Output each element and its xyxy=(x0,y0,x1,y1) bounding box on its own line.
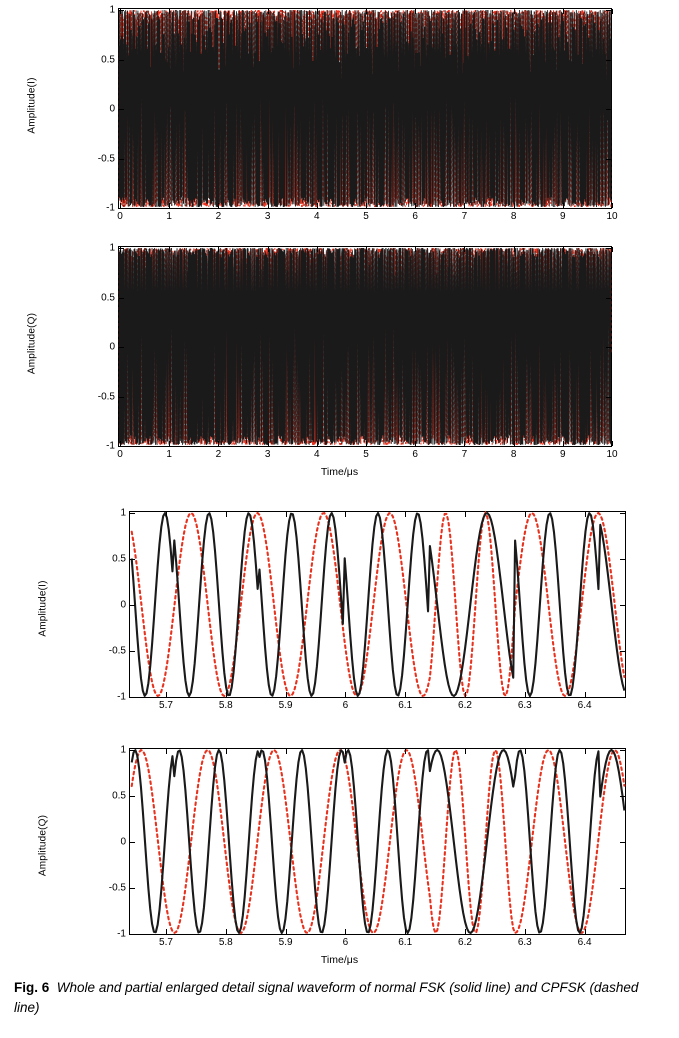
panel-4-xtick: 6.4 xyxy=(577,937,592,948)
figure-caption xyxy=(14,978,664,1017)
panel-2-x-axis-label: Time/μs xyxy=(320,466,359,478)
panel-3-ytick: 0.5 xyxy=(112,553,126,565)
panel-2-xtick: 6 xyxy=(412,449,418,460)
panel-1-ytick: -0.5 xyxy=(97,153,115,164)
panel-2-xtick: 3 xyxy=(264,449,271,460)
figure-caption-label: Fig. 6 xyxy=(14,980,50,995)
panel-2-xtick: 4 xyxy=(314,449,320,460)
panel-1-y-axis-label: Amplitude(I) xyxy=(26,77,38,134)
panel-3-ytick: 1 xyxy=(120,507,126,519)
panel-4-plot-area xyxy=(108,744,626,948)
panel-3-xtick: 5.8 xyxy=(218,700,233,711)
panel-4-xtick: 6 xyxy=(342,937,349,948)
panel-3-y-axis-label: Amplitude(I) xyxy=(37,580,49,637)
panel-1-xtick: 5 xyxy=(363,211,369,222)
panel-1-ytick: 1 xyxy=(109,4,115,16)
panel-3-xtick: 6 xyxy=(342,700,349,711)
panel-1-xtick: 2 xyxy=(215,211,222,222)
panel-2-ytick: 0.5 xyxy=(101,292,115,303)
panel-2-y-axis-label: Amplitude(Q) xyxy=(26,312,38,375)
chart-panel-1 xyxy=(0,0,679,228)
panel-3-plot-area xyxy=(108,507,626,711)
panel-4-y-axis-label: Amplitude(Q) xyxy=(37,814,49,877)
chart-panel-2 xyxy=(0,238,679,488)
panel-2-xtick: 7 xyxy=(461,449,468,460)
panel-1-xtick: 6 xyxy=(412,211,418,222)
panel-2-ytick: 1 xyxy=(109,242,115,254)
panel-3-xtick: 6.3 xyxy=(517,700,532,711)
panel-2-ytick: 0 xyxy=(109,341,115,353)
panel-2-xtick: 0 xyxy=(117,449,123,460)
panel-4-ytick: -0.5 xyxy=(108,882,126,894)
panel-2-traces xyxy=(119,247,611,446)
panel-1-xtick: 8 xyxy=(510,211,517,222)
panel-4-ytick: 0.5 xyxy=(112,790,126,802)
panel-1-plot-area xyxy=(97,4,618,222)
panel-1-xtick: 4 xyxy=(314,211,320,222)
panel-2-xtick: 10 xyxy=(606,449,618,460)
panel-1-ytick: 0 xyxy=(109,103,115,115)
chart-panel-3 xyxy=(0,503,679,733)
panel-3-xtick: 6.4 xyxy=(577,700,592,711)
panel-3-traces xyxy=(130,512,625,697)
panel-3-ytick: -0.5 xyxy=(108,645,126,657)
panel-2-xtick: 1 xyxy=(166,449,172,460)
panel-4-xtick: 5.7 xyxy=(159,937,173,948)
panel-1-xtick: 9 xyxy=(560,211,566,222)
panel-1-xtick: 1 xyxy=(166,211,172,222)
panel-4-traces xyxy=(130,749,625,934)
panel-3-ytick: 0 xyxy=(120,599,126,611)
panel-4-ytick: 1 xyxy=(120,744,126,756)
panel-1-xtick: 10 xyxy=(606,211,618,222)
panel-2-ytick: -1 xyxy=(106,440,115,452)
panel-4-xtick: 5.8 xyxy=(218,937,233,948)
panel-4-ytick: -1 xyxy=(117,928,126,940)
panel-3-xtick: 6.1 xyxy=(398,700,413,711)
panel-4-xtick: 5.9 xyxy=(278,937,293,948)
panel-2-xtick: 5 xyxy=(363,449,369,460)
panel-2-ytick: -0.5 xyxy=(97,391,115,402)
panel-4-x-axis-label: Time/μs xyxy=(320,954,359,966)
panel-4-xtick: 6.1 xyxy=(398,937,413,948)
panel-2-xtick: 9 xyxy=(560,449,566,460)
panel-4-xtick: 6.2 xyxy=(458,937,472,948)
panel-2-xtick: 2 xyxy=(215,449,222,460)
panel-1-traces xyxy=(119,9,611,208)
panel-4-xtick: 6.3 xyxy=(517,937,532,948)
figure-caption-text: Whole and partial enlarged detail signal waveform of normal FSK (solid line) and CPFSK (dashed line) xyxy=(14,980,639,1015)
panel-3-ytick: -1 xyxy=(117,691,126,703)
panel-1-ytick: -1 xyxy=(106,202,115,214)
panel-2-plot-area xyxy=(97,242,618,460)
panel-1-xtick: 0 xyxy=(117,211,123,222)
panel-1-xtick: 7 xyxy=(461,211,468,222)
panel-2-xtick: 8 xyxy=(510,449,517,460)
chart-panel-4 xyxy=(0,740,679,980)
panel-3-xtick: 5.9 xyxy=(278,700,293,711)
panel-1-ytick: 0.5 xyxy=(101,54,115,65)
panel-1-xtick: 3 xyxy=(264,211,271,222)
panel-4-ytick: 0 xyxy=(120,836,126,848)
panel-3-xtick: 6.2 xyxy=(458,700,472,711)
panel-3-xtick: 5.7 xyxy=(159,700,173,711)
